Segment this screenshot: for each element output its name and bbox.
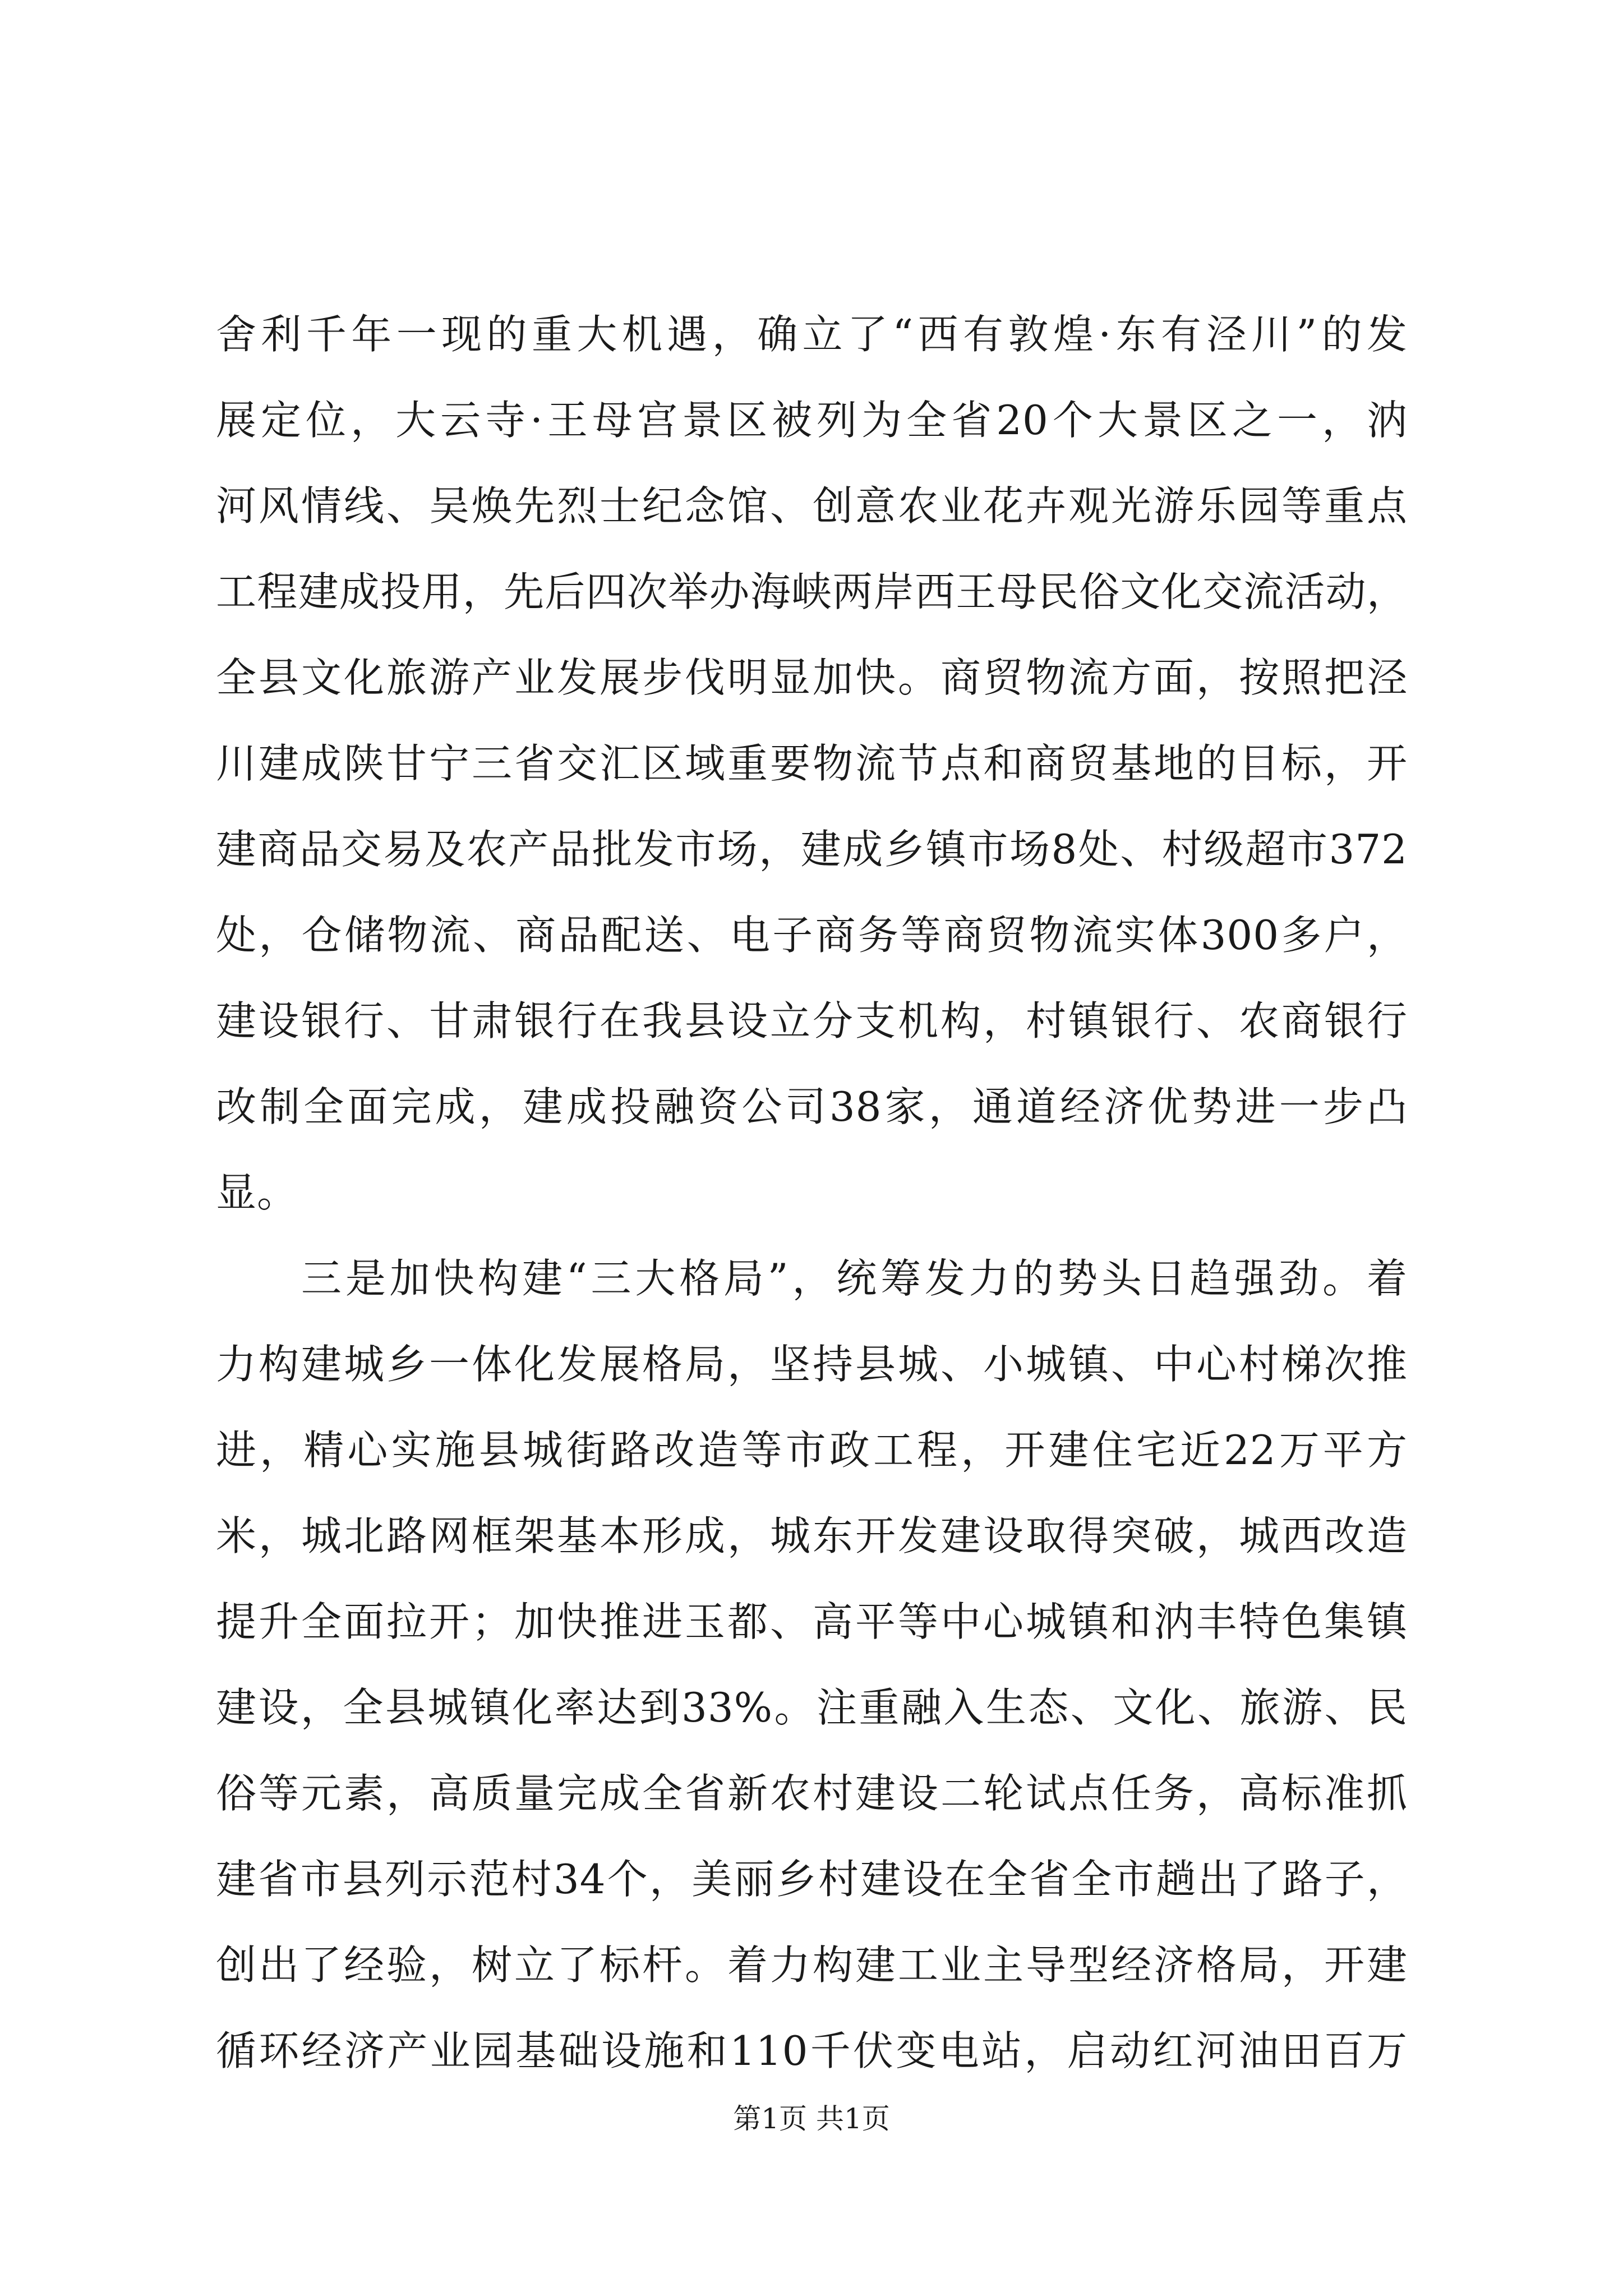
text-line: 建设银行、甘肃银行在我县设立分支机构，村镇银行、农商银行 xyxy=(216,997,1408,1045)
text-line: 力构建城乡一体化发展格局，坚持县城、小城镇、中心村梯次推 xyxy=(216,1341,1408,1388)
text-line: 进，精心实施县城街路改造等市政工程，开建住宅近22万平方 xyxy=(216,1427,1408,1474)
page-footer xyxy=(0,2099,1623,2138)
document-body xyxy=(216,292,1408,2094)
text-line: 建省市县列示范村34个，美丽乡村建设在全省全市趟出了路子， xyxy=(216,1856,1408,1903)
text-line: 工程建成投用，先后四次举办海峡两岸西王母民俗文化交流活动， xyxy=(216,568,1408,615)
text-line: 米，城北路网框架基本形成，城东开发建设取得突破，城西改造 xyxy=(216,1512,1408,1559)
text-line: 建商品交易及农产品批发市场，建成乡镇市场8处、村级超市372 xyxy=(216,826,1408,873)
text-line: 处，仓储物流、商品配送、电子商务等商贸物流实体300多户， xyxy=(216,912,1408,959)
text-line: 舍利千年一现的重大机遇，确立了“西有敦煌·东有泾川”的发 xyxy=(216,311,1408,358)
text-line: 展定位，大云寺·王母宫景区被列为全省20个大景区之一，汭 xyxy=(216,397,1408,444)
text-line: 河风情线、吴焕先烈士纪念馆、创意农业花卉观光游乐园等重点 xyxy=(216,482,1408,530)
paragraph-first-line: 三是加快构建“三大格局”，统筹发力的势头日趋强劲。着 xyxy=(301,1255,1408,1302)
text-line: 改制全面完成，建成投融资公司38家，通道经济优势进一步凸 xyxy=(216,1083,1408,1130)
text-line: 川建成陕甘宁三省交汇区域重要物流节点和商贸基地的目标，开 xyxy=(216,740,1408,787)
text-line: 创出了经验，树立了标杆。着力构建工业主导型经济格局，开建 xyxy=(216,1941,1408,1989)
text-line: 显。 xyxy=(216,1169,298,1216)
text-line: 全县文化旅游产业发展步伐明显加快。商贸物流方面，按照把泾 xyxy=(216,654,1408,701)
text-line: 俗等元素，高质量完成全省新农村建设二轮试点任务，高标准抓 xyxy=(216,1770,1408,1817)
text-line: 建设，全县城镇化率达到33%。注重融入生态、文化、旅游、民 xyxy=(216,1684,1408,1731)
text-line: 提升全面拉开；加快推进玉都、高平等中心城镇和汭丰特色集镇 xyxy=(216,1598,1408,1645)
text-line: 循环经济产业园基础设施和110千伏变电站，启动红河油田百万 xyxy=(216,2027,1408,2074)
page-number-label: 第1页 共1页 xyxy=(733,2102,890,2135)
